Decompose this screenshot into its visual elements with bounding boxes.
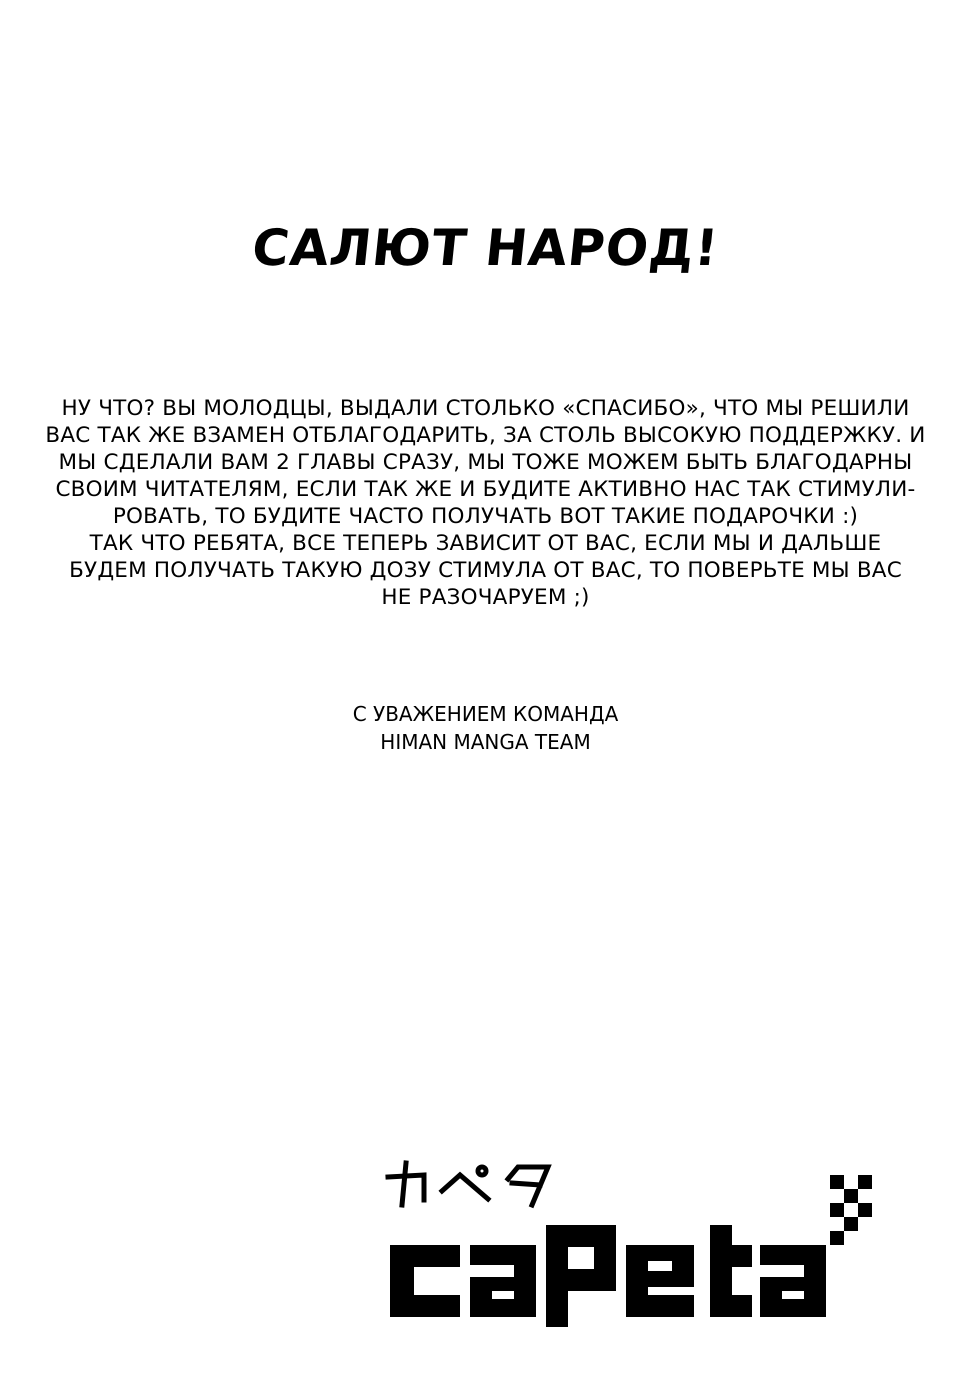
checkered-flag-icon xyxy=(830,1175,872,1245)
signature-line-1: С УВАЖЕНИЕМ КОМАНДА xyxy=(352,702,619,726)
signature-team: HIMAN MANGA TEAM xyxy=(380,730,591,754)
message-line: НЕ РАЗОЧАРУЕМ ;) xyxy=(381,585,590,610)
capeta-logo-graphic xyxy=(380,1155,880,1335)
capeta-logo xyxy=(380,1155,880,1335)
message-line: ВАС ТАК ЖЕ ВЗАМЕН ОТБЛАГОДАРИТЬ, ЗА СТОЛЬ ВЫСОКУЮ ПОДДЕРЖКУ. И xyxy=(45,423,926,448)
page-title: САЛЮТ НАРОД! xyxy=(249,219,722,277)
message-line: НУ ЧТО? ВЫ МОЛОДЦЫ, ВЫДАЛИ СТОЛЬКО «СПАСИБО», ЧТО МЫ РЕШИЛИ xyxy=(61,396,910,421)
message-line: БУДЕМ ПОЛУЧАТЬ ТАКУЮ ДОЗУ СТИМУЛА ОТ ВАС, ТО ПОВЕРЬТЕ МЫ ВАС xyxy=(69,558,902,583)
capeta-wordmark xyxy=(390,1175,872,1327)
message-line: СВОИМ ЧИТАТЕЛЯМ, ЕСЛИ ТАК ЖЕ И БУДИТЕ АКТИВНО НАС ТАК СТИМУЛИ- xyxy=(55,477,916,502)
message-line: МЫ СДЕЛАЛИ ВАМ 2 ГЛАВЫ СРАЗУ, МЫ ТОЖЕ МОЖЕМ БЫТЬ БЛАГОДАРНЫ xyxy=(58,450,913,475)
message-line: РОВАТЬ, ТО БУДИТЕ ЧАСТО ПОЛУЧАТЬ ВОТ ТАКИЕ ПОДАРОЧКИ :) xyxy=(112,504,859,529)
message-body xyxy=(30,395,941,611)
signature xyxy=(0,700,971,756)
message-line: ТАК ЧТО РЕБЯТА, ВСЕ ТЕПЕРЬ ЗАВИСИТ ОТ ВАС, ЕСЛИ МЫ И ДАЛЬШЕ xyxy=(89,531,882,556)
katakana-mark xyxy=(388,1163,548,1205)
